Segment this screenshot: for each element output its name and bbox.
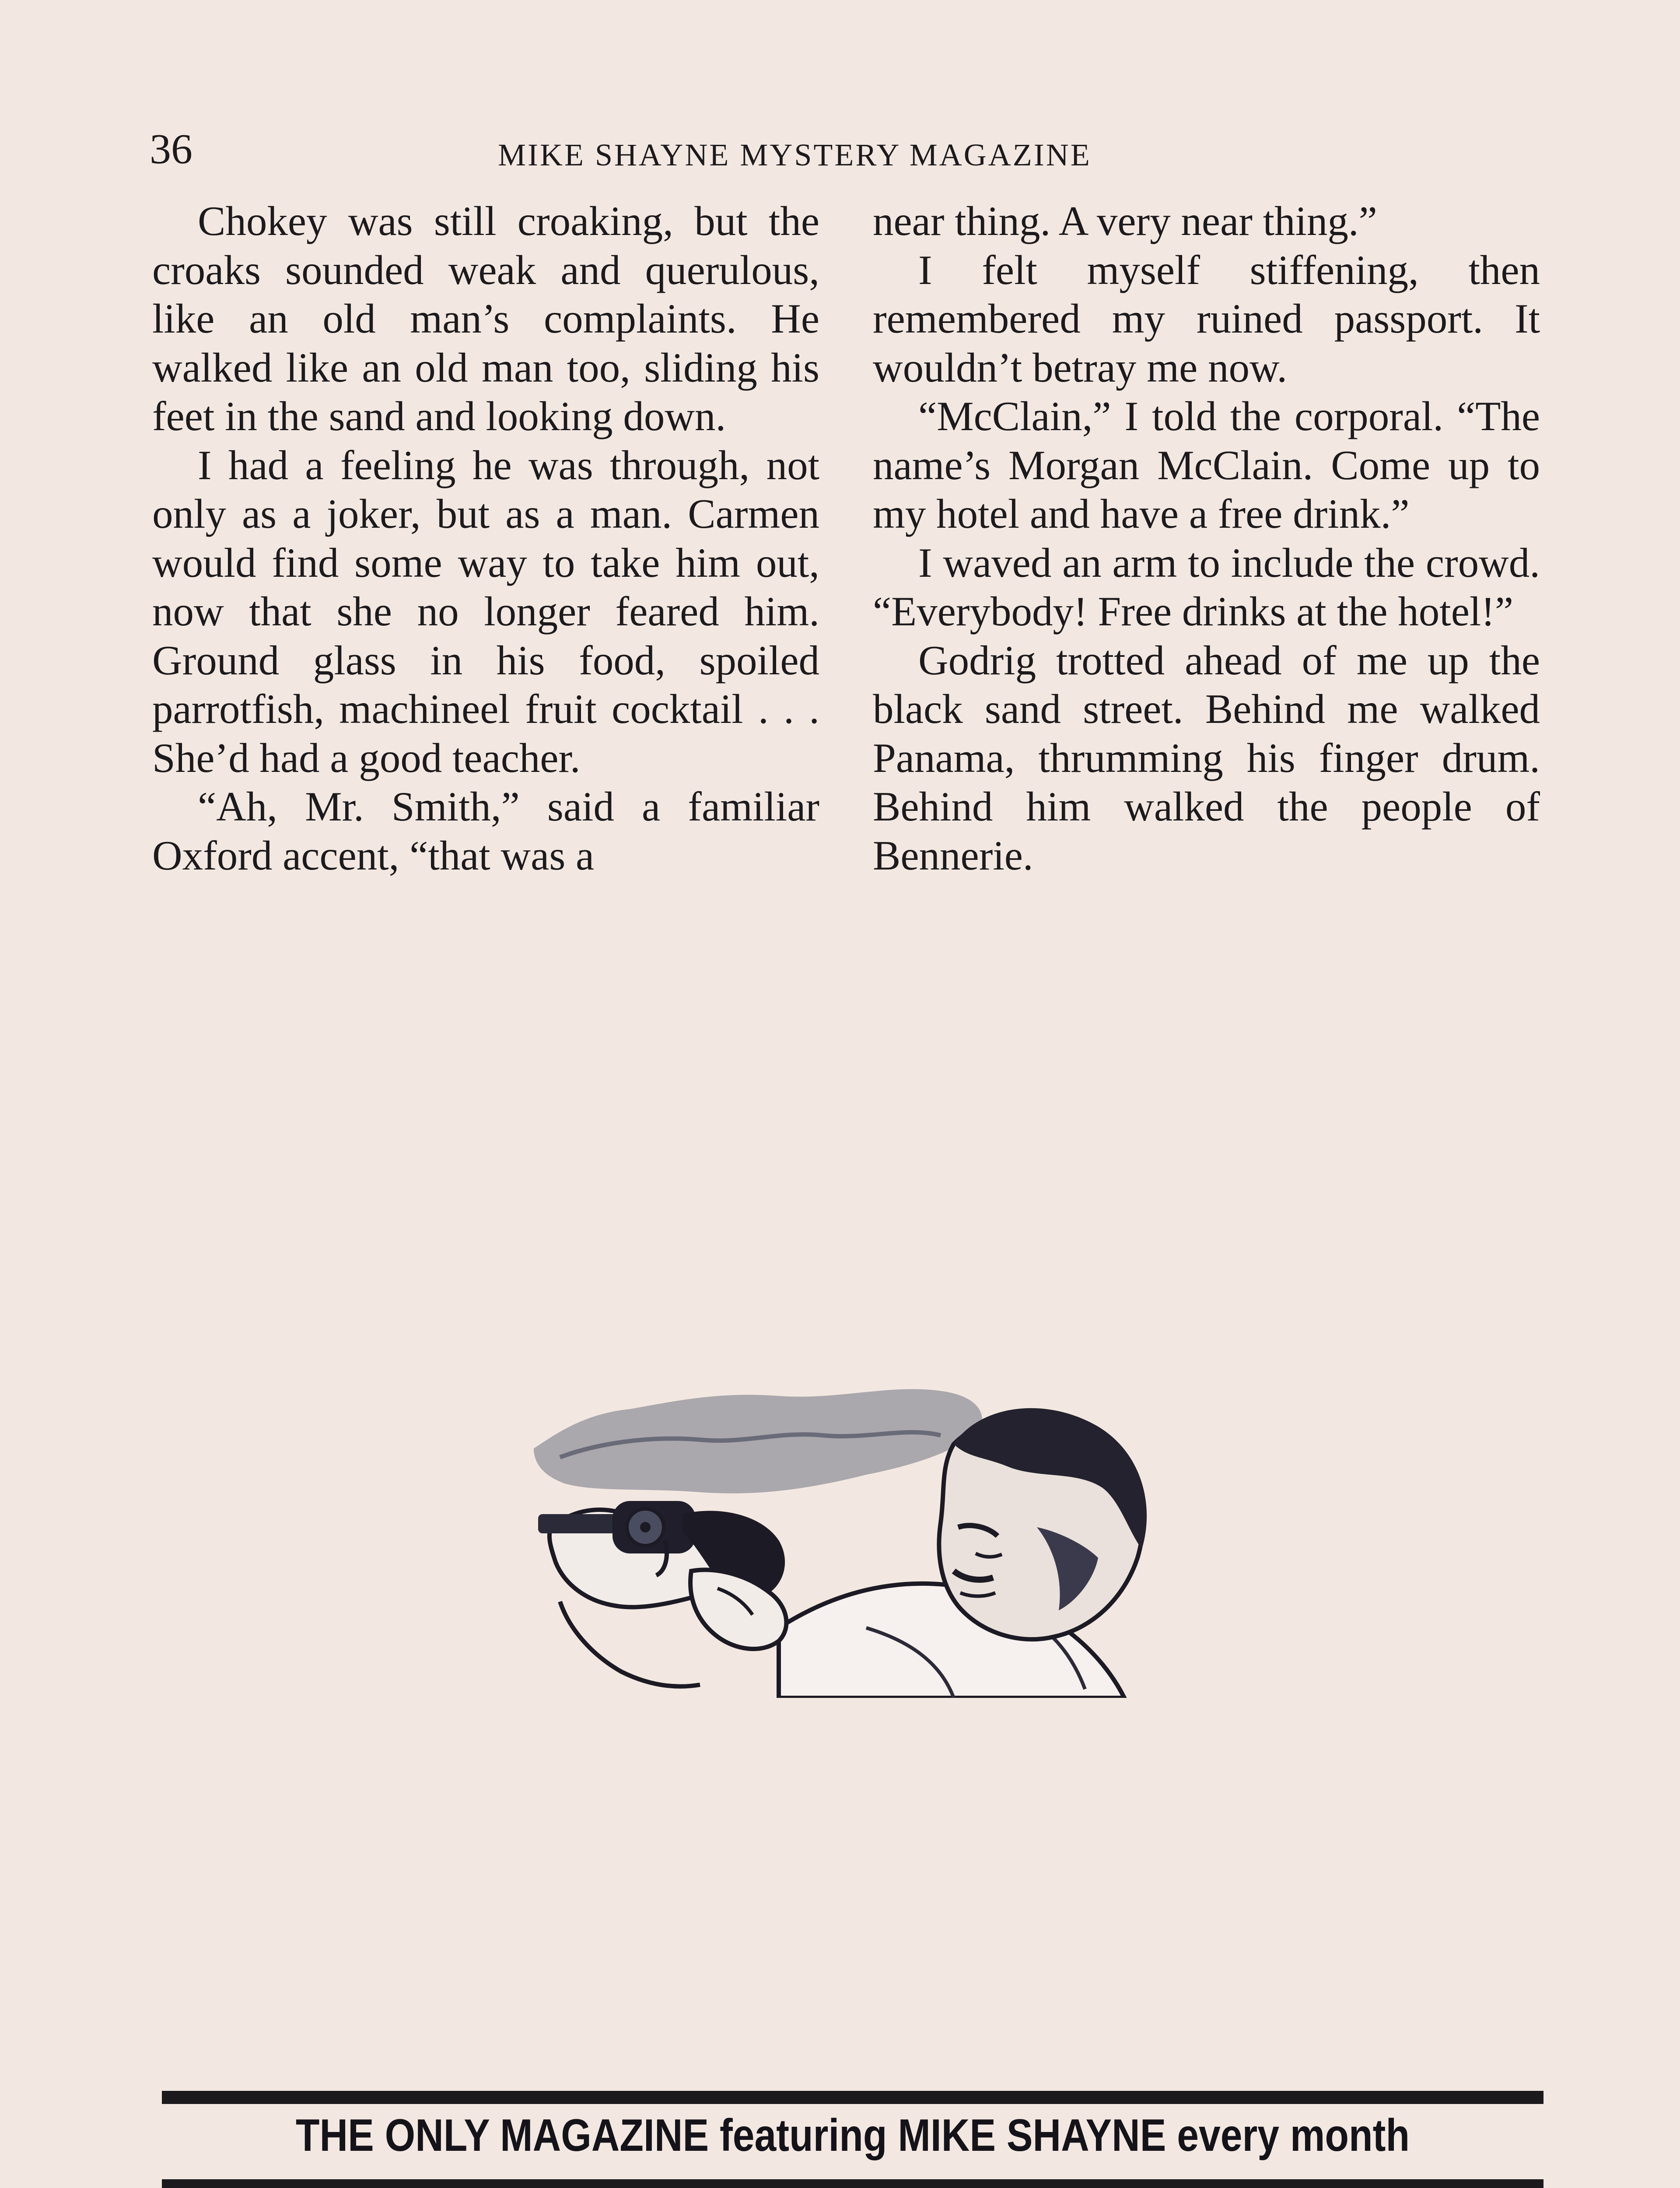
right-column (873, 197, 1540, 880)
footer-tagline: THE ONLY MAGAZINE featuring MIKE SHAYNE every month (295, 2110, 1410, 2161)
page-number: 36 (150, 126, 192, 173)
paragraph: I felt myself stiffening, then remembered my ruined passport. It wouldn’t betray me now. (873, 246, 1540, 391)
paragraph: “Ah, Mr. Smith,” said a familiar Oxford accent, “that was a (152, 783, 819, 879)
paragraph-continuation: near thing. A very near thing.” (873, 198, 1377, 244)
paragraph: “McClain,” I told the corporal. “The name’s Morgan McClain. Come up to my hotel and have a free drink.” (873, 393, 1540, 537)
illustration-man-with-revolver (534, 1383, 1186, 1698)
left-column (152, 197, 819, 880)
footer-rule-bottom (162, 2179, 1544, 2188)
footer-rule-top (162, 2091, 1544, 2104)
paragraph: Chokey was still croaking, but the croaks sounded weak and querulous, like an old man’s complaints. He walked like an old man too, sliding his feet in the sand and looking down. (152, 198, 819, 439)
paragraph: I had a feeling he was through, not only as a joker, but as a man. Carmen would find some way to take him out, now that she no longer feared him. Ground glass in his food, spoiled parrotfish, machineel fruit cocktail . . . She’d had a good teacher. (152, 442, 819, 781)
paragraph: Godrig trotted ahead of me up the black sand street. Behind me walked Panama, thrumming his finger drum. Behind him walked the people of Bennerie. (873, 637, 1540, 879)
paragraph: I waved an arm to include the crowd. “Everybody! Free drinks at the hotel!” (873, 539, 1540, 635)
running-head: MIKE SHAYNE MYSTERY MAGAZINE (498, 137, 1092, 172)
